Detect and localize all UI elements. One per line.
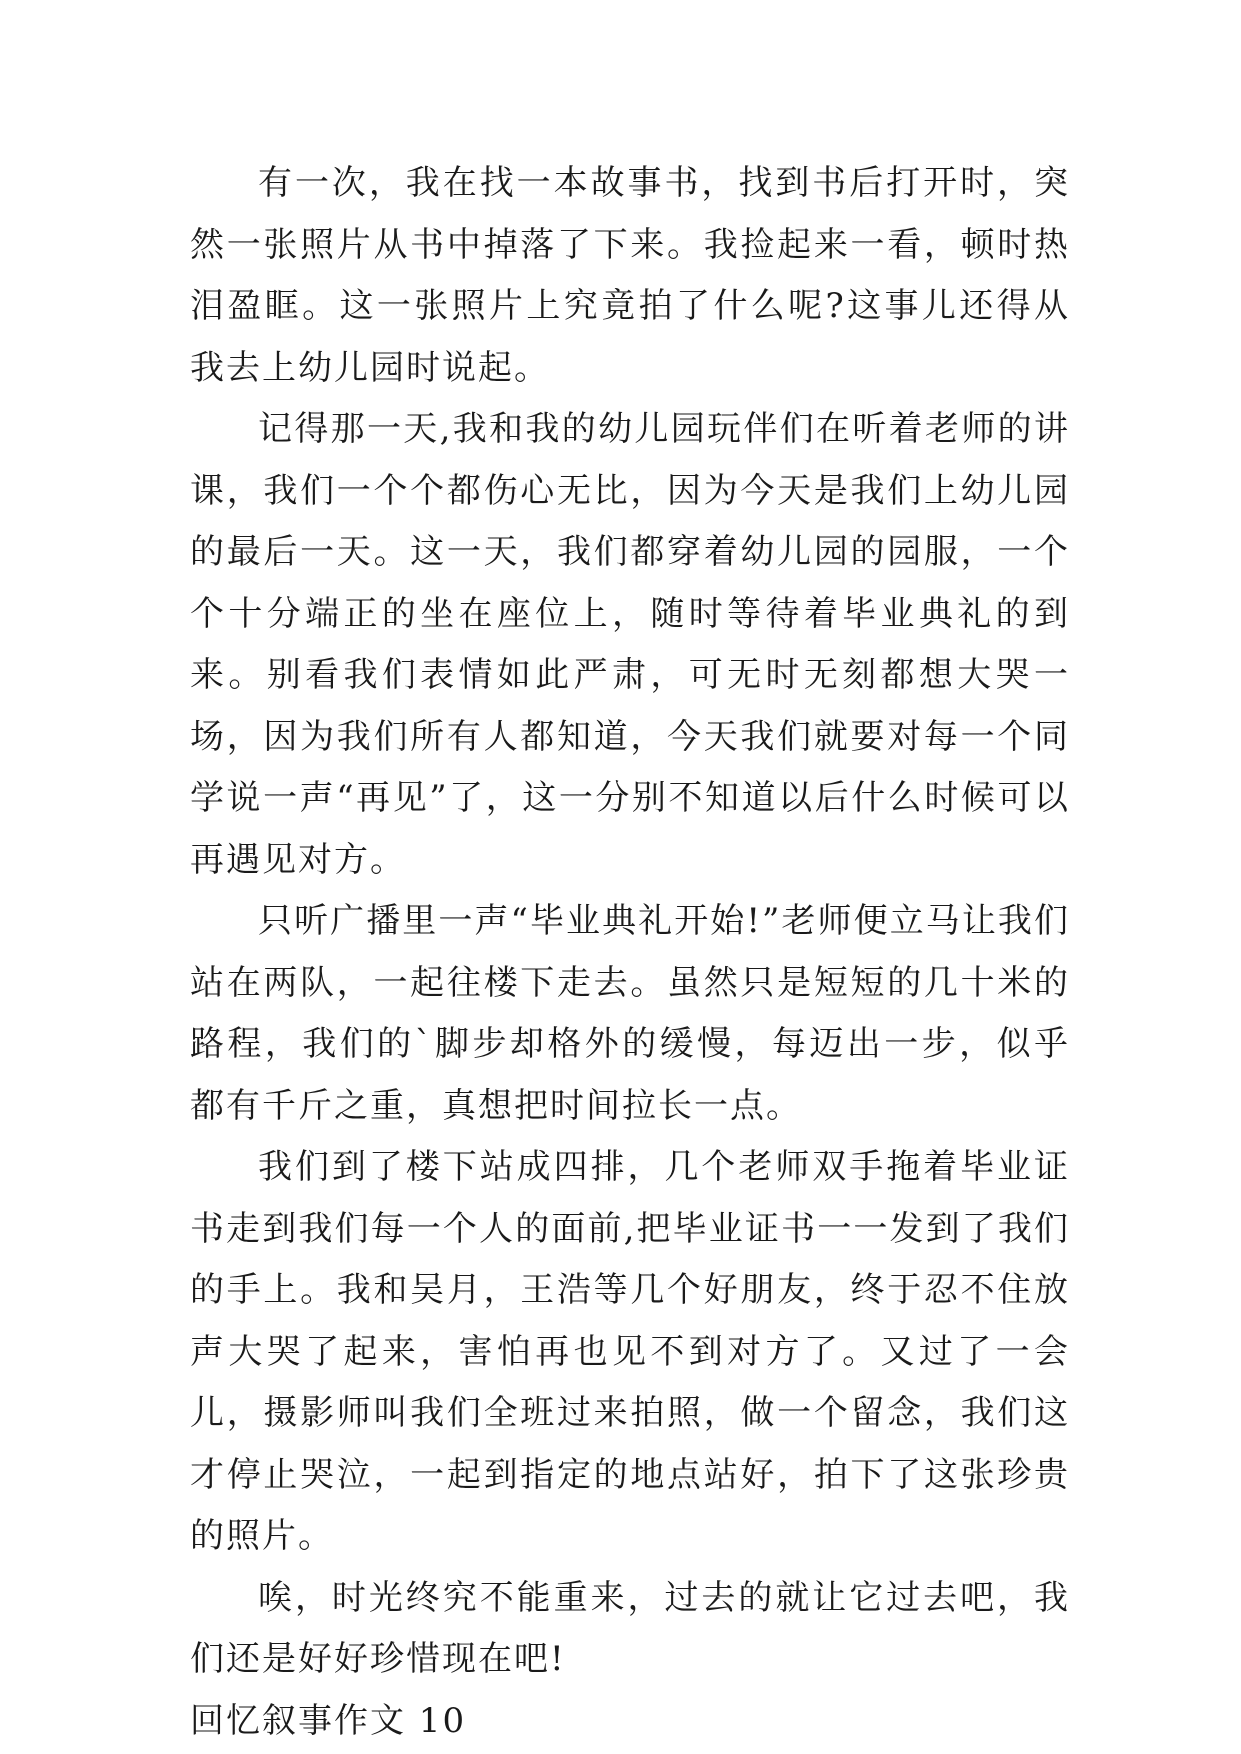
- document-body: [190, 153, 1070, 1752]
- paragraph-2: 记得那一天,我和我的幼儿园玩伴们在听着老师的讲课，我们一个个都伤心无比，因为今天是我们上幼儿园的最后一天。这一天，我们都穿着幼儿园的园服，一个个十分端正的坐在座位上，随时等待着毕业典礼的到来。别看我们表情如此严肃，可无时无刻都想大哭一场，因为我们所有人都知道，今天我们就要对每一个同学说一声“再见”了，这一分别不知道以后什么时候可以再遇见对方。: [190, 409, 1070, 880]
- paragraph-4: 我们到了楼下站成四排，几个老师双手拖着毕业证书走到我们每一个人的面前,把毕业证书一一发到了我们的手上。我和吴月，王浩等几个好朋友，终于忍不住放声大哭了起来，害怕再也见不到对方了。又过了一会儿，摄影师叫我们全班过来拍照，做一个留念，我们这才停止哭泣，一起到指定的地点站好，拍下了这张珍贵的照片。: [190, 1147, 1070, 1556]
- paragraph-3: 只听广播里一声“毕业典礼开始!”老师便立马让我们站在两队，一起往楼下走去。虽然只是短短的几十米的路程，我们的`脚步却格外的缓慢，每迈出一步，似乎都有千斤之重，真想把时间拉长一点。: [190, 901, 1070, 1126]
- paragraph-5: 唉，时光终究不能重来，过去的就让它过去吧，我们还是好好珍惜现在吧!: [190, 1577, 1070, 1679]
- section-heading: 回忆叙事作文 10: [190, 1700, 467, 1741]
- paragraph-1: 有一次，我在找一本故事书，找到书后打开时，突然一张照片从书中掉落了下来。我捡起来一看，顿时热泪盈眶。这一张照片上究竟拍了什么呢?这事儿还得从我去上幼儿园时说起。: [190, 163, 1070, 388]
